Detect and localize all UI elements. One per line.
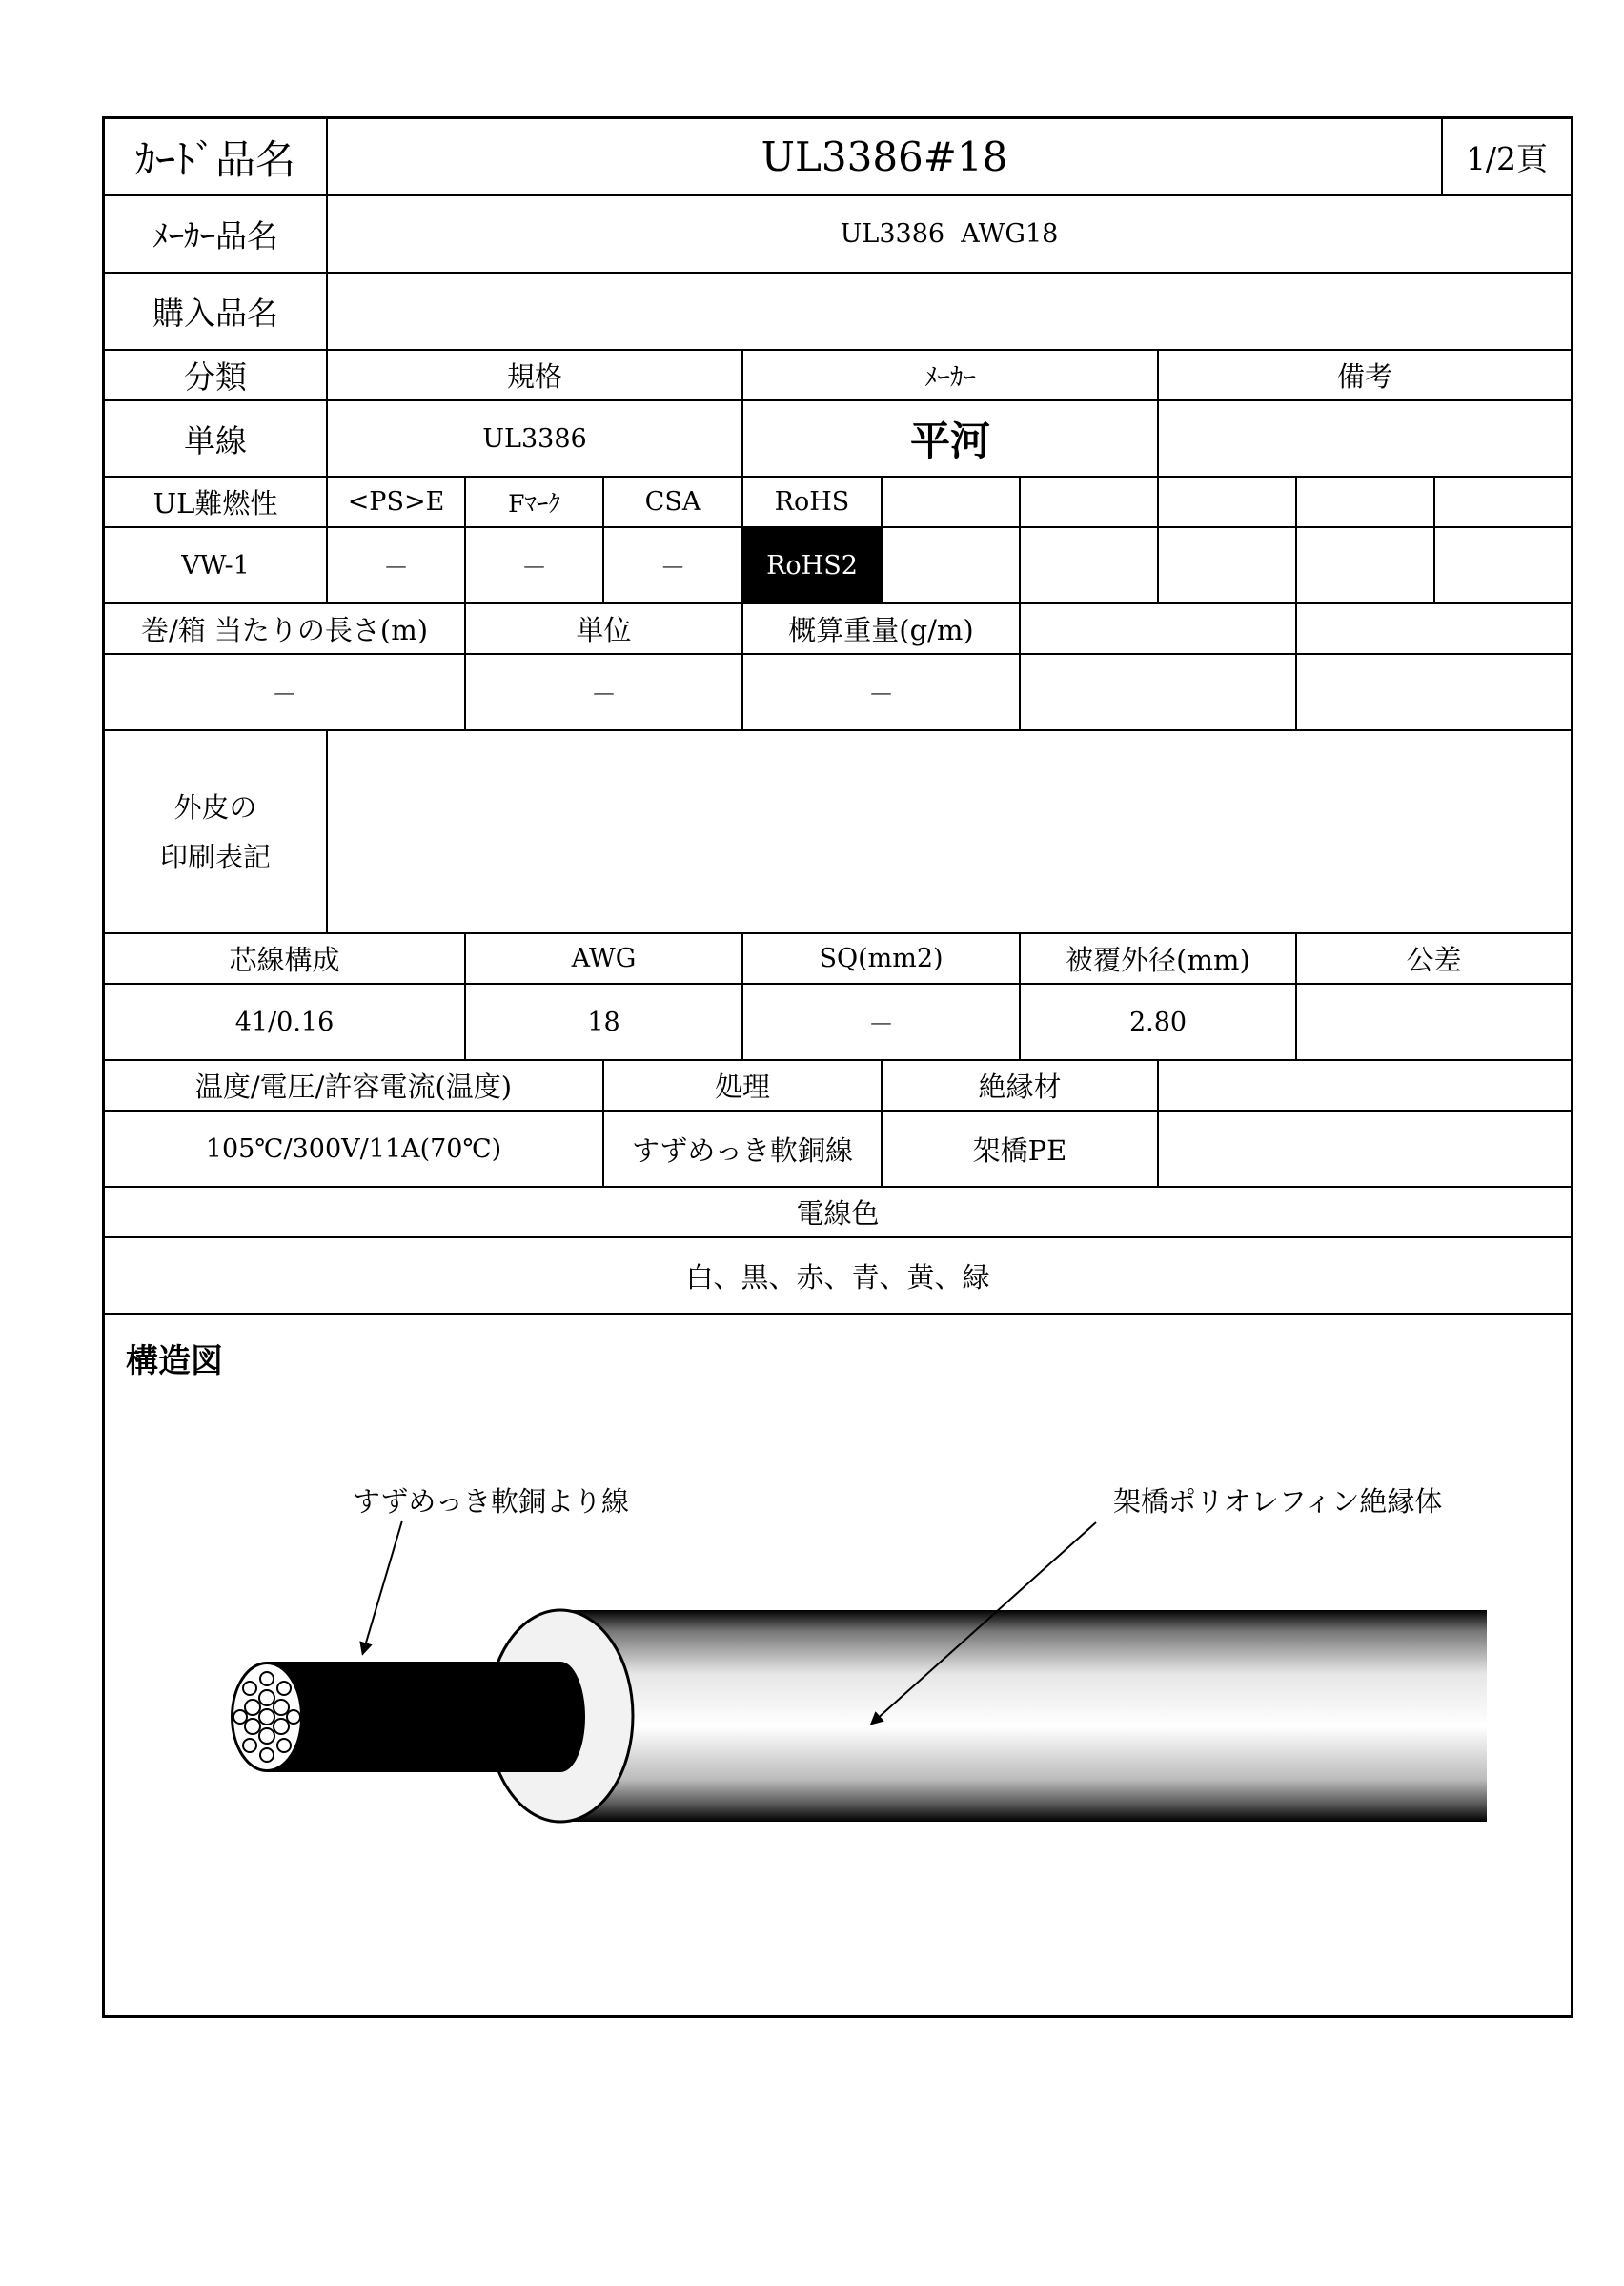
remarks-header: 備考	[1159, 351, 1571, 401]
conductor-arrow	[364, 1521, 402, 1649]
rohs-header: RoHS	[743, 478, 883, 528]
wire-color-label: 電線色	[105, 1188, 1571, 1238]
treatment-value: すずめっき軟銅線	[604, 1112, 883, 1188]
pse-header: <PS>E	[328, 478, 466, 528]
purchase-name-value	[328, 274, 1571, 351]
length-per-reel-header: 巻/箱 当たりの長さ(m)	[105, 604, 466, 655]
csa-header: CSA	[604, 478, 743, 528]
remarks-value	[1159, 401, 1571, 478]
standard-header: 規格	[328, 351, 743, 401]
sq-header: SQ(mm2)	[743, 934, 1021, 985]
cert-header-blank-3	[1159, 478, 1297, 528]
unit-value: －	[466, 655, 743, 731]
pse-value: －	[328, 528, 466, 604]
awg-header: AWG	[466, 934, 743, 985]
f-mark-value: －	[466, 528, 604, 604]
card-name-value: UL3386#18	[328, 119, 1443, 196]
card-name-label: ｶｰﾄﾞ品名	[105, 119, 328, 196]
awg-value: 18	[466, 985, 743, 1061]
cert-header-blank-5	[1435, 478, 1571, 528]
page-number: 1/2頁	[1443, 119, 1571, 196]
csa-value: －	[604, 528, 743, 604]
outer-diameter-value: 2.80	[1021, 985, 1297, 1061]
insulation-jacket	[560, 1610, 1487, 1822]
outer-diameter-header: 被覆外径(mm)	[1021, 934, 1297, 985]
print-marking-label-line1: 外皮の	[173, 790, 257, 824]
classification-value: 単線	[105, 401, 328, 478]
packaging-header-blank-1	[1021, 604, 1297, 655]
packaging-header-blank-2	[1297, 604, 1571, 655]
strand-config-value: 41/0.16	[105, 985, 466, 1061]
conductor-callout: すずめっき軟銅より線	[353, 1485, 630, 1518]
cert-value-blank-5	[1435, 528, 1571, 604]
maker-name-label: ﾒｰｶｰ品名	[105, 196, 328, 274]
f-mark-header: Fﾏｰｸ	[466, 478, 604, 528]
print-marking-label	[105, 731, 328, 934]
insulation-material-value: 架橋PE	[883, 1112, 1159, 1188]
rating-header-blank	[1159, 1061, 1571, 1112]
print-marking-label-line2: 印刷表記	[159, 840, 271, 873]
cert-value-blank-1	[883, 528, 1021, 604]
strand-config-header: 芯線構成	[105, 934, 466, 985]
strand-end-face	[233, 1663, 301, 1770]
cert-value-blank-4	[1297, 528, 1435, 604]
length-per-reel-value: －	[105, 655, 466, 731]
maker-name-value: UL3386 AWG18	[328, 196, 1571, 274]
packaging-value-blank-1	[1021, 655, 1297, 731]
insulation-callout: 架橋ポリオレフィン絶縁体	[1113, 1485, 1443, 1518]
flame-retardancy-value: VW-1	[105, 528, 328, 604]
rohs2-badge: RoHS2	[743, 528, 883, 604]
wire-structure-diagram	[105, 1320, 1571, 2007]
rating-value: 105℃/300V/11A(70℃)	[105, 1112, 604, 1188]
cert-value-blank-3	[1159, 528, 1297, 604]
structure-diagram-title: 構造図	[126, 1342, 223, 1380]
print-marking-value	[328, 731, 1571, 934]
standard-value: UL3386	[328, 401, 743, 478]
treatment-header: 処理	[604, 1061, 883, 1112]
wire-color-value: 白、黒、赤、青、黄、緑	[105, 1238, 1571, 1315]
packaging-value-blank-2	[1297, 655, 1571, 731]
cert-value-blank-2	[1021, 528, 1159, 604]
purchase-name-label: 購入品名	[105, 274, 328, 351]
rating-value-blank	[1159, 1112, 1571, 1188]
spec-sheet	[102, 116, 1573, 2018]
cert-header-blank-1	[883, 478, 1021, 528]
cert-header-blank-2	[1021, 478, 1159, 528]
insulation-material-header: 絶縁材	[883, 1061, 1159, 1112]
classification-header: 分類	[105, 351, 328, 401]
unit-header: 単位	[466, 604, 743, 655]
tolerance-header: 公差	[1297, 934, 1571, 985]
weight-value: －	[743, 655, 1021, 731]
maker-value: 平河	[743, 401, 1159, 478]
weight-header: 概算重量(g/m)	[743, 604, 1021, 655]
rating-header: 温度/電圧/許容電流(温度)	[105, 1061, 604, 1112]
cert-header-blank-4	[1297, 478, 1435, 528]
flame-retardancy-header: UL難燃性	[105, 478, 328, 528]
sq-value: －	[743, 985, 1021, 1061]
tolerance-value	[1297, 985, 1571, 1061]
maker-header: ﾒｰｶｰ	[743, 351, 1159, 401]
